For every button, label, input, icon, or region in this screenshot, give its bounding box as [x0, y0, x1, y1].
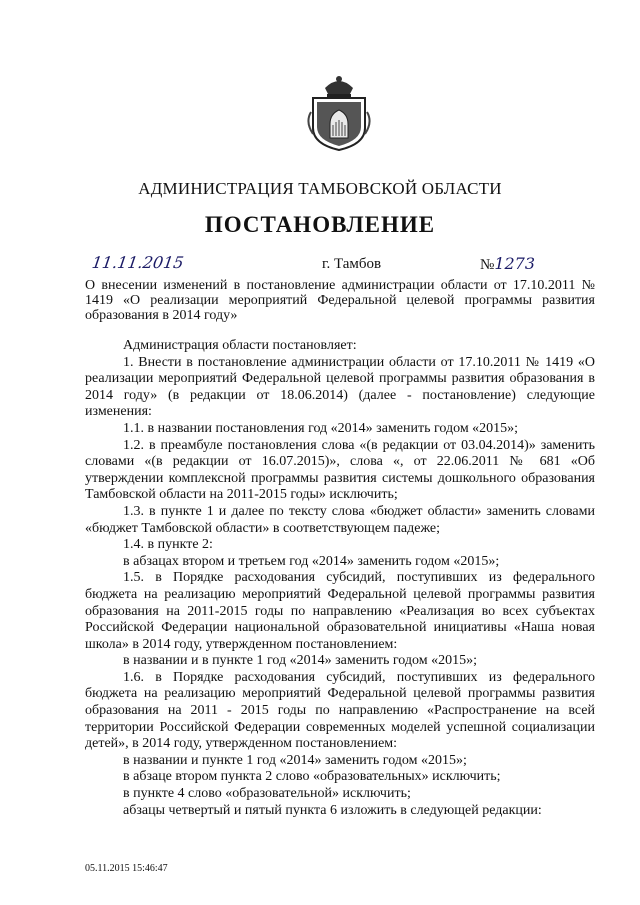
number-prefix: №: [480, 257, 495, 273]
document-body: [85, 338, 595, 819]
body-paragraph: 1.2. в преамбуле постановления слова «(в редакции от 03.04.2014)» заменить словами «(в редакции от 16.07.2015)», слова «, от 22.06.2011 № 681 «Об утверждении комплексной программы развития системы дошкольного образования Тамбовской области на 2011-2015 годы» исключить;: [85, 437, 595, 503]
body-paragraph: 1. Внести в постановление администрации области от 17.10.2011 № 1419 «О реализации мероприятий Федеральной целевой программы развития образования в 2014 году» (в редакции от 18.06.2014) (далее - постановление) следующие изменения:: [85, 354, 595, 420]
body-paragraph: в названии и пункте 1 год «2014» заменить годом «2015»;: [123, 752, 467, 768]
tambov-coat-of-arms-icon: [303, 70, 375, 152]
body-paragraph: в пункте 4 слово «образовательной» исключить;: [123, 786, 411, 802]
body-paragraph: 1.3. в пункте 1 и далее по тексту слова «бюджет области» заменить словами «бюджет Тамбовской области» в соответствующем падеже;: [85, 503, 595, 536]
city-name: г. Тамбов: [322, 256, 382, 272]
organization-name: АДМИНИСТРАЦИЯ ТАМБОВСКОЙ ОБЛАСТИ: [138, 179, 502, 198]
body-paragraph: в абзаце втором пункта 2 слово «образовательных» исключить;: [123, 769, 501, 785]
document-type-title: ПОСТАНОВЛЕНИЕ: [204, 212, 436, 237]
body-paragraph: абзацы четвертый и пятый пункта 6 изложить в следующей редакции:: [123, 802, 542, 818]
body-paragraph: 1.5. в Порядке расходования субсидий, поступивших из федерального бюджета на реализацию мероприятий Федеральной целевой программы развития образования на 2011-2015 годы по направлению «Реализация во всех субъектах Российской Федерации национальной образовательной инициативы «Наша новая школа» в 2014 году, утвержденном постановлением:: [85, 570, 595, 652]
handwritten-date: 11.11.2015: [90, 253, 185, 272]
body-paragraph: в абзацах втором и третьем год «2014» заменить годом «2015»;: [123, 553, 500, 569]
body-paragraph: 1.1. в названии постановления год «2014» заменить годом «2015»;: [123, 420, 519, 436]
document-number: [480, 254, 535, 274]
document-subject: О внесении изменений в постановление администрации области от 17.10.2011 № 1419 «О реализации мероприятий Федеральной целевой программы развития образования в 2014 году»: [85, 278, 595, 323]
body-paragraph: Администрация области постановляет:: [123, 338, 357, 353]
print-timestamp: 05.11.2015 15:46:47: [85, 863, 168, 874]
body-paragraph: 1.6. в Порядке расходования субсидий, поступивших из федерального бюджета на реализацию мероприятий Федеральной целевой программы развития образования на 2011 - 2015 годы по направлению «Распространение на всей территории Российской Федерации современных моделей успешной социализации детей», в 2014 году, утвержденном постановлением:: [85, 669, 595, 752]
body-paragraph: 1.4. в пункте 2:: [123, 537, 213, 553]
body-paragraph: в названии и в пункте 1 год «2014» заменить годом «2015»;: [123, 653, 478, 669]
handwritten-number: 1273: [494, 254, 536, 273]
